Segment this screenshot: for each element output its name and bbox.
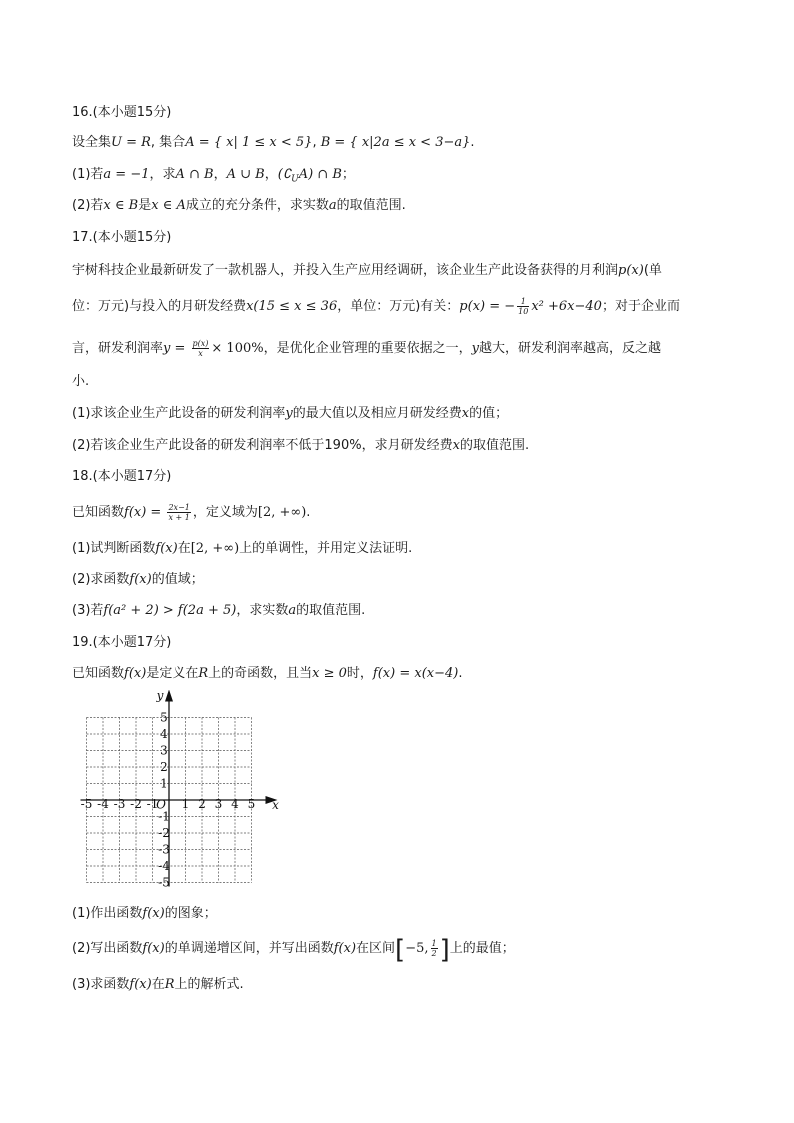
coordinate-grid-svg: [72, 690, 282, 900]
x-tick-label: -4: [97, 797, 109, 811]
x-tick-label: 4: [231, 797, 239, 811]
q19-stem: 已知函数f(x)是定义在R上的奇函数，且当x ≥ 0时，f(x) = x(x−4).: [72, 666, 463, 681]
q18-stem: 已知函数f(x) = $\frac{2x-1}{x + 1}$ ，定义域为[2, +∞).: [72, 503, 311, 522]
x-tick-label: -2: [130, 797, 142, 811]
q17-stem-line2: 位：万元)与投入的月研发经费x(15 ≤ x ≤ 36，单位：万元)有关：p(x) = − $\frac{1}{10}$ x² +6x−40；对于企业而: [72, 297, 680, 316]
y-axis-arrow-icon: [165, 690, 173, 702]
y-tick-label: -1: [158, 809, 170, 824]
x-tick-label: 3: [214, 797, 223, 811]
q19-part1: (1)作出函数f(x)的图象；: [72, 906, 217, 921]
q18-header: 18.(本小题17分): [72, 469, 172, 484]
q19-part3: (3)求函数f(x)在R上的解析式.: [72, 977, 244, 992]
q16-header: 16.(本小题15分): [72, 105, 172, 120]
q18-part3: (3)若f(a² + 2) > f(2a + 5)，求实数a的取值范围.: [72, 603, 366, 618]
y-tick-label: 5: [160, 710, 168, 725]
x-axis-label: x: [272, 798, 279, 812]
x-tick-label: 2: [198, 797, 206, 811]
q19-part2: (2)写出函数f(x)的单调递增区间，并写出函数f(x)在区间[−5, $\frac{1}{2}$ ]上的最值；: [72, 935, 515, 965]
left-bracket: [: [395, 935, 406, 965]
y-tick-label: 2: [160, 760, 168, 774]
y-tick-label: 1: [160, 776, 168, 791]
q19-header: 19.(本小题17分): [72, 635, 172, 650]
y-tick-label: -4: [158, 859, 170, 873]
x-tick-label: -3: [113, 797, 126, 811]
right-bracket: ]: [439, 935, 450, 965]
origin-label: O: [156, 797, 166, 812]
q17-part2: (2)若该企业生产此设备的研发利润率不低于190%，求月研发经费x的取值范围.: [72, 438, 530, 453]
q17-part1: (1)求该企业生产此设备的研发利润率y的最大值以及相应月研发经费x的值；: [72, 406, 509, 421]
fraction-function: $\frac{2x-1}{x + 1}$: [168, 503, 190, 522]
y-tick-label: 4: [160, 727, 168, 741]
q17-stem-line3: 言，研发利润率y = $\frac{p(x)}{x}$ × 100%，是优化企业管理的重要依据之一，y越大，研发利润率越高，反之越: [72, 339, 661, 358]
q16-part2: (2)若x ∈ B是x ∈ A成立的充分条件，求实数a的取值范围.: [72, 198, 406, 213]
y-tick-label: 3: [160, 743, 168, 758]
fraction-px-over-x: $\frac{p(x)}{x}$: [192, 339, 209, 358]
q18-part2: (2)求函数f(x)的值域；: [72, 572, 204, 587]
q18-part1: (1)试判断函数f(x)在[2, +∞)上的单调性，并用定义法证明.: [72, 541, 413, 556]
q17-stem-line1: 宇树科技企业最新研发了一款机器人，并投入生产应用经调研，该企业生产此设备获得的月利润p(x)(单: [72, 263, 662, 278]
y-tick-label: -5: [158, 875, 170, 890]
x-tick-label: -1: [146, 797, 159, 811]
q16-stem: 设全集U = R, 集合A = { x| 1 ≤ x < 5}, B = { x|2a ≤ x < 3−a}.: [72, 135, 475, 150]
fraction-one-tenth: $\frac{1}{10}$: [518, 297, 529, 316]
x-tick-label: 1: [181, 797, 190, 811]
y-tick-label: -2: [158, 826, 170, 840]
x-tick-label: -5: [80, 797, 93, 811]
q17-header: 17.(本小题15分): [72, 230, 172, 245]
q16-part1: (1)若a = −1，求A ∩ B，A ∪ B，$(∁_UA)$ ∩ B；: [72, 167, 355, 185]
x-tick-label: 5: [247, 797, 256, 811]
y-tick-label: -3: [158, 842, 170, 857]
coordinate-grid: [72, 690, 282, 900]
q17-stem-line4: 小.: [72, 374, 90, 389]
fraction-one-half: $\frac{1}{2}$: [431, 939, 437, 958]
y-axis-label: y: [156, 690, 164, 703]
